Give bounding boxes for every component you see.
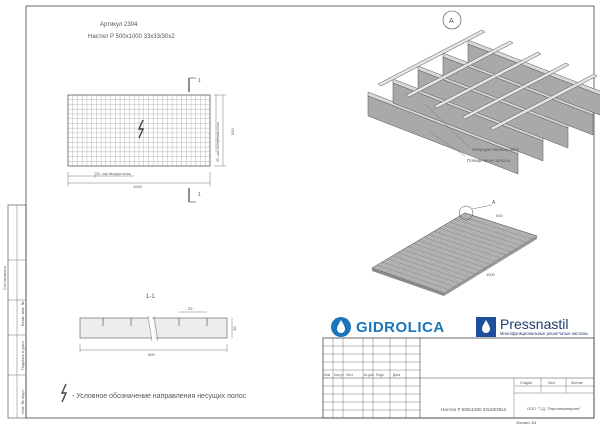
tb-data: Дата (393, 373, 401, 377)
section-marker-bottom: 1 (198, 192, 201, 198)
gidrolica-logo (330, 316, 445, 338)
tb-company: ООО "Т.Д. "Евроинжиниринг" (527, 406, 581, 411)
tb-sheets: Листов (571, 381, 583, 385)
product-label: Настил Р 500х1000 33х33/30х2 (88, 34, 175, 40)
pressnastil-wordmark: Pressnastil (500, 316, 569, 332)
pressnastil-tagline: Многофункциональные решетчатые настилы (500, 331, 589, 336)
pressnastil-icon (476, 317, 496, 337)
dim-pitch-cross: 33 - шаг поперечных полос (216, 121, 220, 162)
legend-symbol (62, 384, 66, 402)
section-length: 500 (148, 352, 155, 357)
plan-view (68, 78, 235, 202)
bearing-direction-symbol (139, 120, 143, 138)
tb-designation: Настил Р 500х1000 33х33/30х2 (441, 407, 506, 412)
label-bearing: Несущие полосы 30х2 (472, 147, 519, 152)
detail-a-isometric (368, 30, 600, 174)
section-pitch: 33 (188, 306, 193, 311)
tb-ndok: № док (364, 373, 374, 377)
dim-width-top: 1000 (133, 184, 142, 189)
tb-kol: Кол.уч (334, 373, 344, 377)
plan-grid (68, 95, 210, 166)
section-title: 1-1 (146, 294, 155, 300)
gidrolica-wordmark: GIDROLICA (356, 318, 445, 336)
legend-text: - Условное обозначение направления несущих полос (72, 393, 247, 400)
section-height: 30 (232, 326, 237, 331)
gidrolica-icon (330, 316, 352, 338)
iso-dim-long: 1000 (486, 272, 495, 277)
view-a-marker-small: А (492, 200, 496, 206)
tb-stage: Стадия (520, 381, 532, 385)
side-stamp-f2: Взам. инв. № (20, 301, 25, 326)
isometric-grating (372, 200, 537, 296)
article-label: Артикул 2304 (100, 22, 138, 28)
section-marker-top: 1 (198, 78, 201, 84)
title-block (323, 338, 594, 424)
tb-izm: Изм (324, 373, 330, 377)
label-cross: Поперечные полосы (467, 158, 510, 163)
section-view (80, 294, 237, 357)
pressnastil-logo (476, 316, 588, 338)
tb-podp: Подп. (376, 373, 385, 377)
side-stamp (2, 205, 26, 418)
view-a-marker: А (449, 18, 454, 25)
side-stamp-f4: Инв. № подл. (20, 389, 25, 414)
dim-height-side: 500 (230, 128, 235, 135)
iso-dim-short: 500 (496, 213, 503, 218)
side-stamp-f3: Подпись и дата (20, 341, 25, 370)
tb-sheet: Лист (548, 381, 556, 385)
side-stamp-f1: Согласовано (2, 265, 7, 290)
tb-list: Лист (346, 373, 353, 377)
dim-pitch-bearing: 33 - шаг несущих полос (96, 172, 132, 176)
tb-format: Формат А3 (516, 420, 537, 424)
